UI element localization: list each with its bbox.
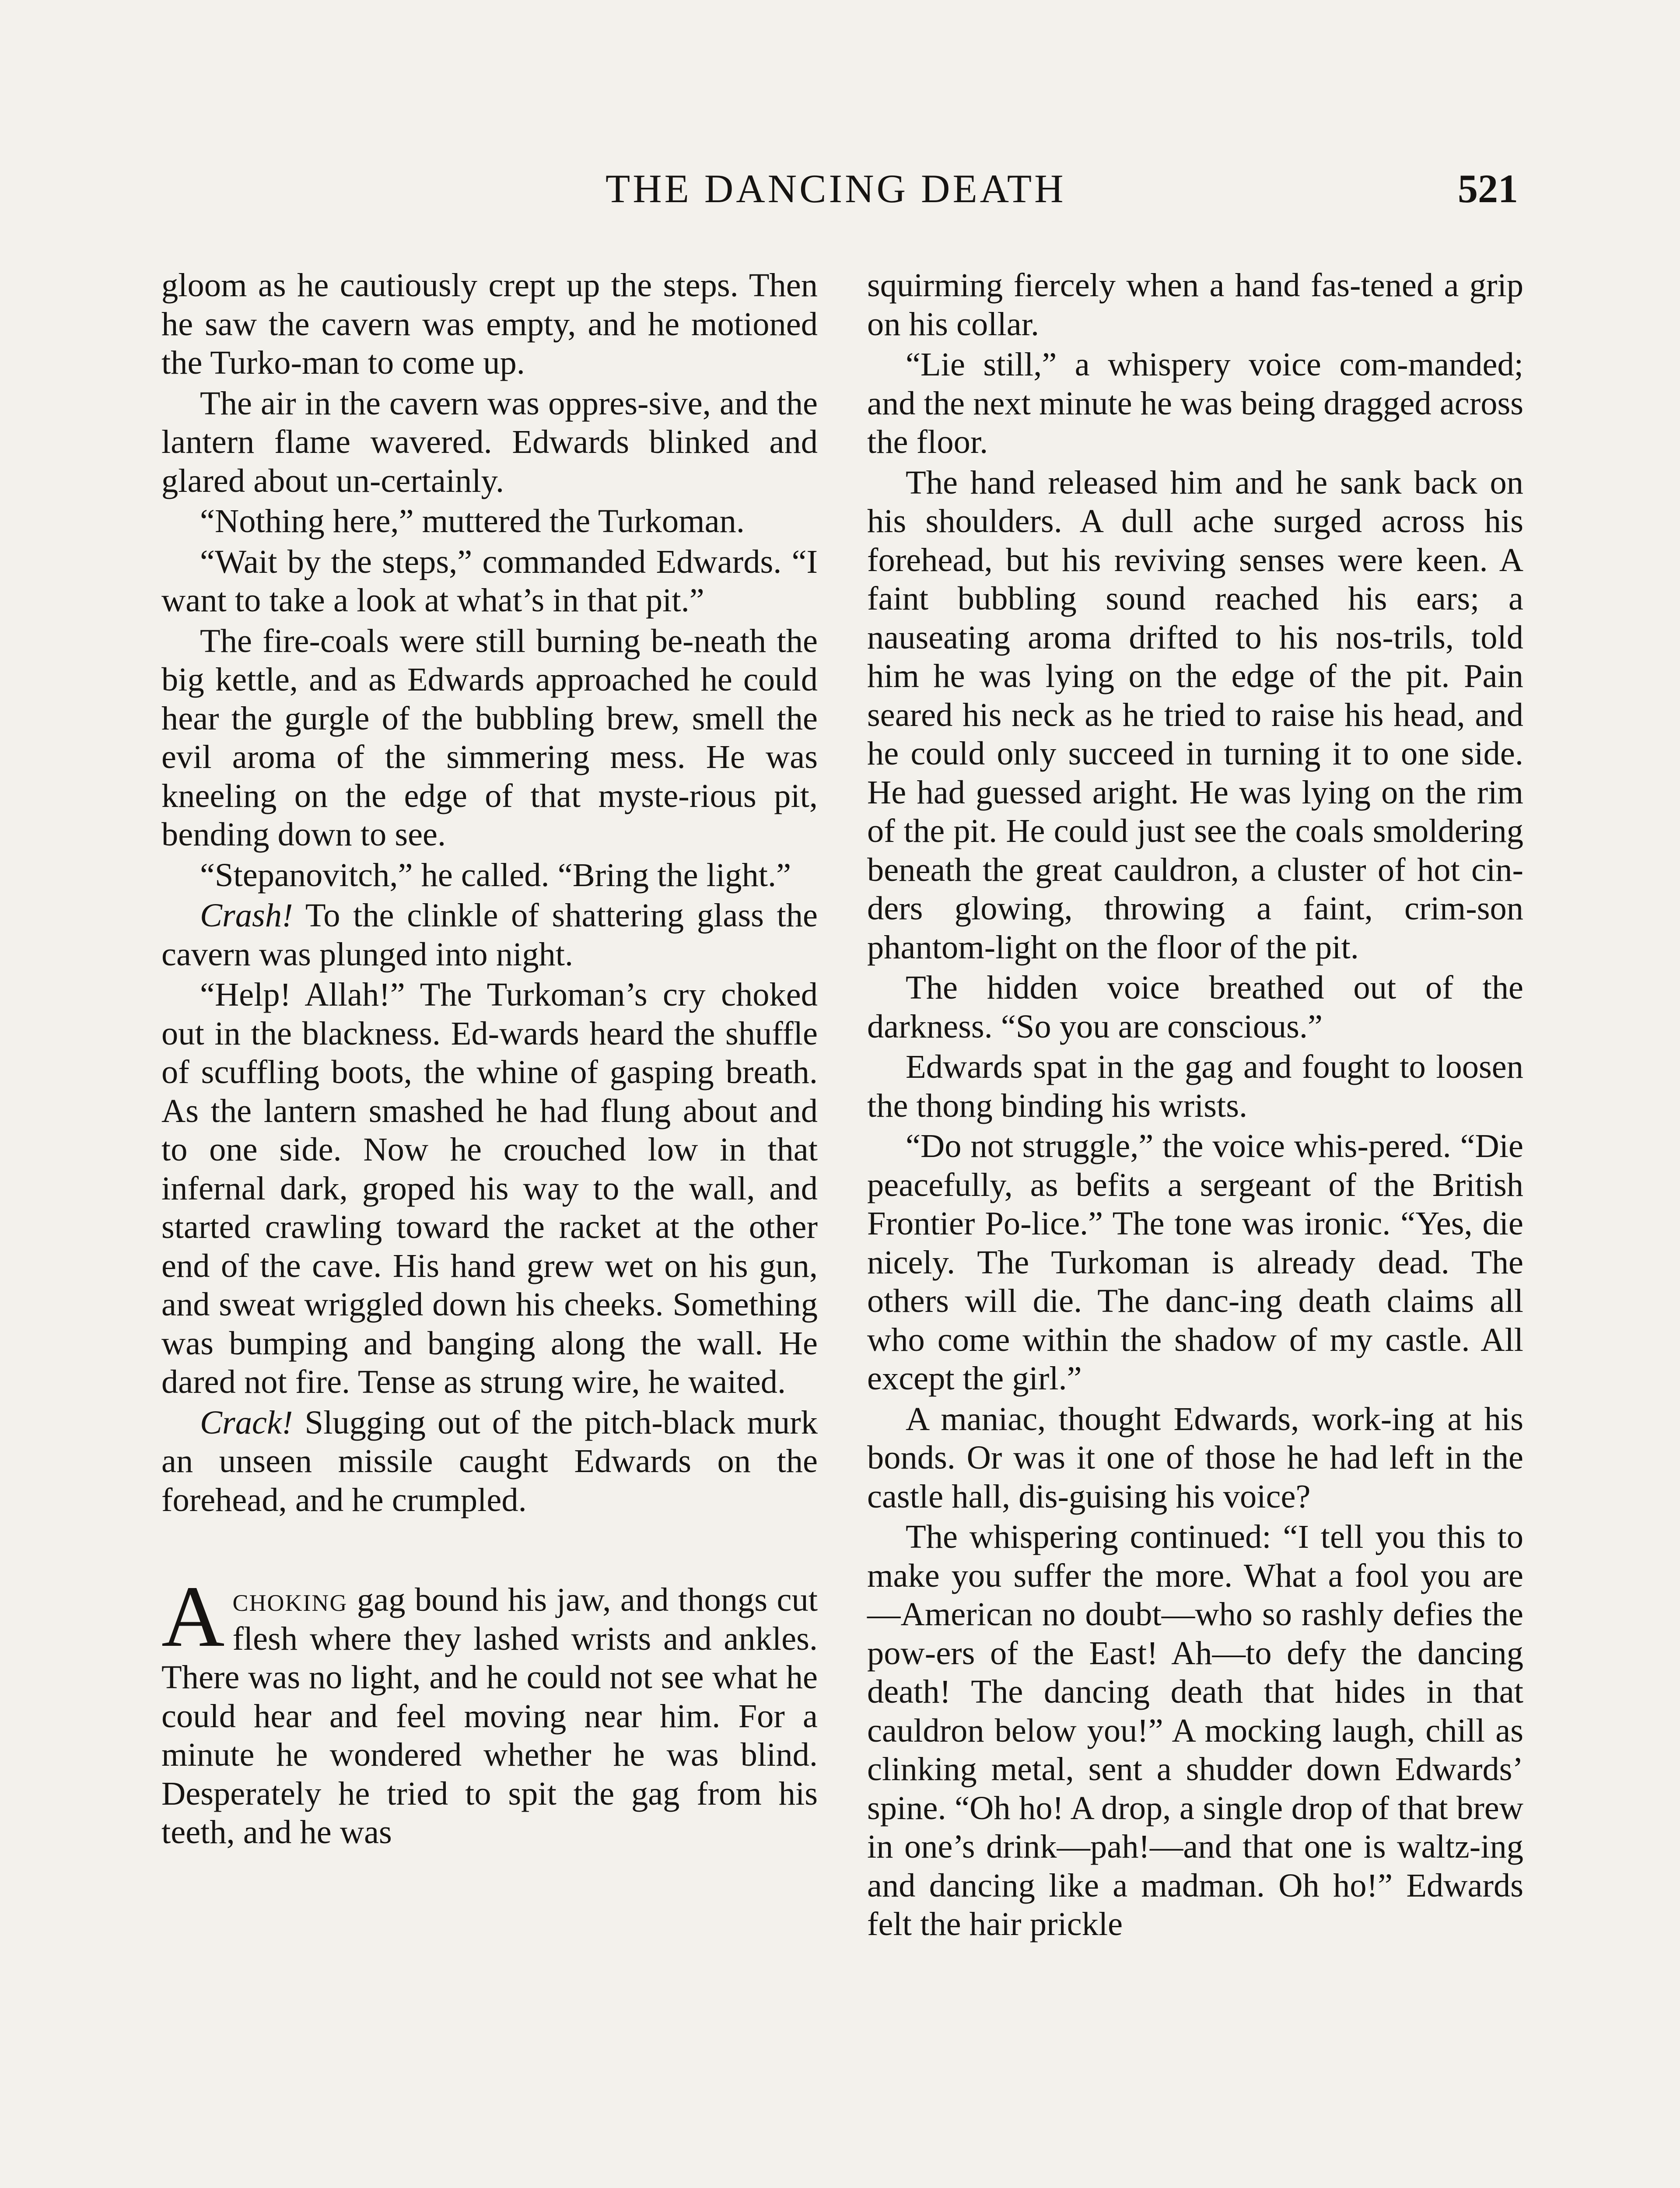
paragraph: A maniac, thought Edwards, work-ing at his bonds. Or was it one of those he had left in the castle hall, dis-guising his voice? [867, 1400, 1523, 1515]
paragraph-crack [161, 1403, 818, 1520]
page-number: 521 [1458, 166, 1518, 211]
paragraph: The air in the cavern was oppres-sive, and the lantern flame wavered. Edwards blinked and glared about un-certainly. [161, 384, 818, 499]
paragraph: “Do not struggle,” the voice whis-pered. “Die peacefully, as befits a sergeant of the British Frontier Po-lice.” The tone was ironic. “Yes, die nicely. The Turkoman is already dead. The others will die. The danc-ing death claims all who come within the shadow of my castle. All except the girl.” [867, 1127, 1523, 1397]
paragraph-text: Slugging out of the pitch-black murk an unseen missile caught Edwards on the forehead, and he crumpled. [161, 1403, 818, 1518]
paragraph: “Nothing here,” muttered the Turkoman. [200, 502, 745, 540]
paragraph-text: gag bound his jaw, and thongs cut flesh where they lashed wrists and ankles. There was no light, and he could not see what he could hear and feel moving near him. For a minute he wondered whether he was blind. Desperately he tried to spit the gag from his teeth, and he was [161, 1581, 818, 1851]
section-opening-paragraph [161, 1568, 818, 1852]
paragraph: The hand released him and he sank back on his shoulders. A dull ache surged across his forehead, but his reviving senses were keen. A faint bubbling sound reached his ears; a nauseating aroma drifted to his nos-trils, told him he was lying on the edge of the pit. Pain seared his neck as he tried to raise his head, and he could only succeed in turning it to one side. He had guessed aright. He was lying on the rim of the pit. He could just see the coals smoldering beneath the great cauldron, a cluster of hot cin-ders glowing, throwing a faint, crim-son phantom-light on the floor of the pit. [867, 463, 1523, 966]
paragraph-text: To the clinkle of shattering glass the cavern was plunged into night. [161, 897, 818, 973]
small-caps-lead: choking [232, 1581, 348, 1618]
paragraph-crash [161, 896, 818, 974]
right-column [867, 266, 1523, 1946]
emphasis-crash: Crash! [200, 897, 293, 934]
paragraph: Edwards spat in the gag and fought to loosen the thong binding his wrists. [867, 1048, 1523, 1124]
paragraph: The hidden voice breathed out of the darkness. “So you are conscious.” [867, 969, 1523, 1045]
paragraph: gloom as he cautiously crept up the steps. Then he saw the cavern was empty, and he motioned the Turko-man to come up. [161, 266, 818, 381]
emphasis-crack: Crack! [200, 1403, 293, 1441]
page-header [0, 165, 1680, 227]
paragraph: “Wait by the steps,” commanded Edwards. “I want to take a look at what’s in that pit.” [161, 543, 818, 619]
paragraph: The whispering continued: “I tell you this to make you suffer the more. What a fool you are—American no doubt—who so rashly defies the pow-ers of the East! Ah—to defy the dancing death! The dancing death that hides in that cauldron below you!” A mocking laugh, chill as clinking metal, sent a shudder down Edwards’ spine. “Oh ho! A drop, a single drop of that brew in one’s drink—pah!—and that one is waltz-ing and dancing like a madman. Oh ho!” Edwards felt the hair prickle [867, 1518, 1523, 1943]
paragraph: “Help! Allah!” The Turkoman’s cry choked out in the blackness. Ed-wards heard the shuffle of scuffling boots, the whine of gasping breath. As the lantern smashed he had flung about and to one side. Now he crouched low in that infernal dark, groped his way to the wall, and started crawling toward the racket at the other end of the cave. His hand grew wet on his gun, and sweat wriggled down his cheeks. Something was bumping and banging along the wall. He dared not fire. Tense as strung wire, he waited. [161, 976, 818, 1400]
paragraph: squirming fiercely when a hand fas-tened a grip on his collar. [867, 266, 1523, 343]
paragraph: The fire-coals were still burning be-neath the big kettle, and as Edwards approached he could hear the gurgle of the bubbling brew, smell the evil aroma of the simmering mess. He was kneeling on the edge of that myste-rious pit, bending down to see. [161, 622, 818, 853]
running-title: THE DANCING DEATH [606, 166, 1066, 211]
paragraph: “Stepanovitch,” he called. “Bring the light.” [200, 856, 791, 894]
paragraph: “Lie still,” a whispery voice com-manded; and the next minute he was being dragged across the floor. [867, 346, 1523, 460]
drop-cap: A [161, 1568, 225, 1665]
left-column [161, 266, 818, 1854]
